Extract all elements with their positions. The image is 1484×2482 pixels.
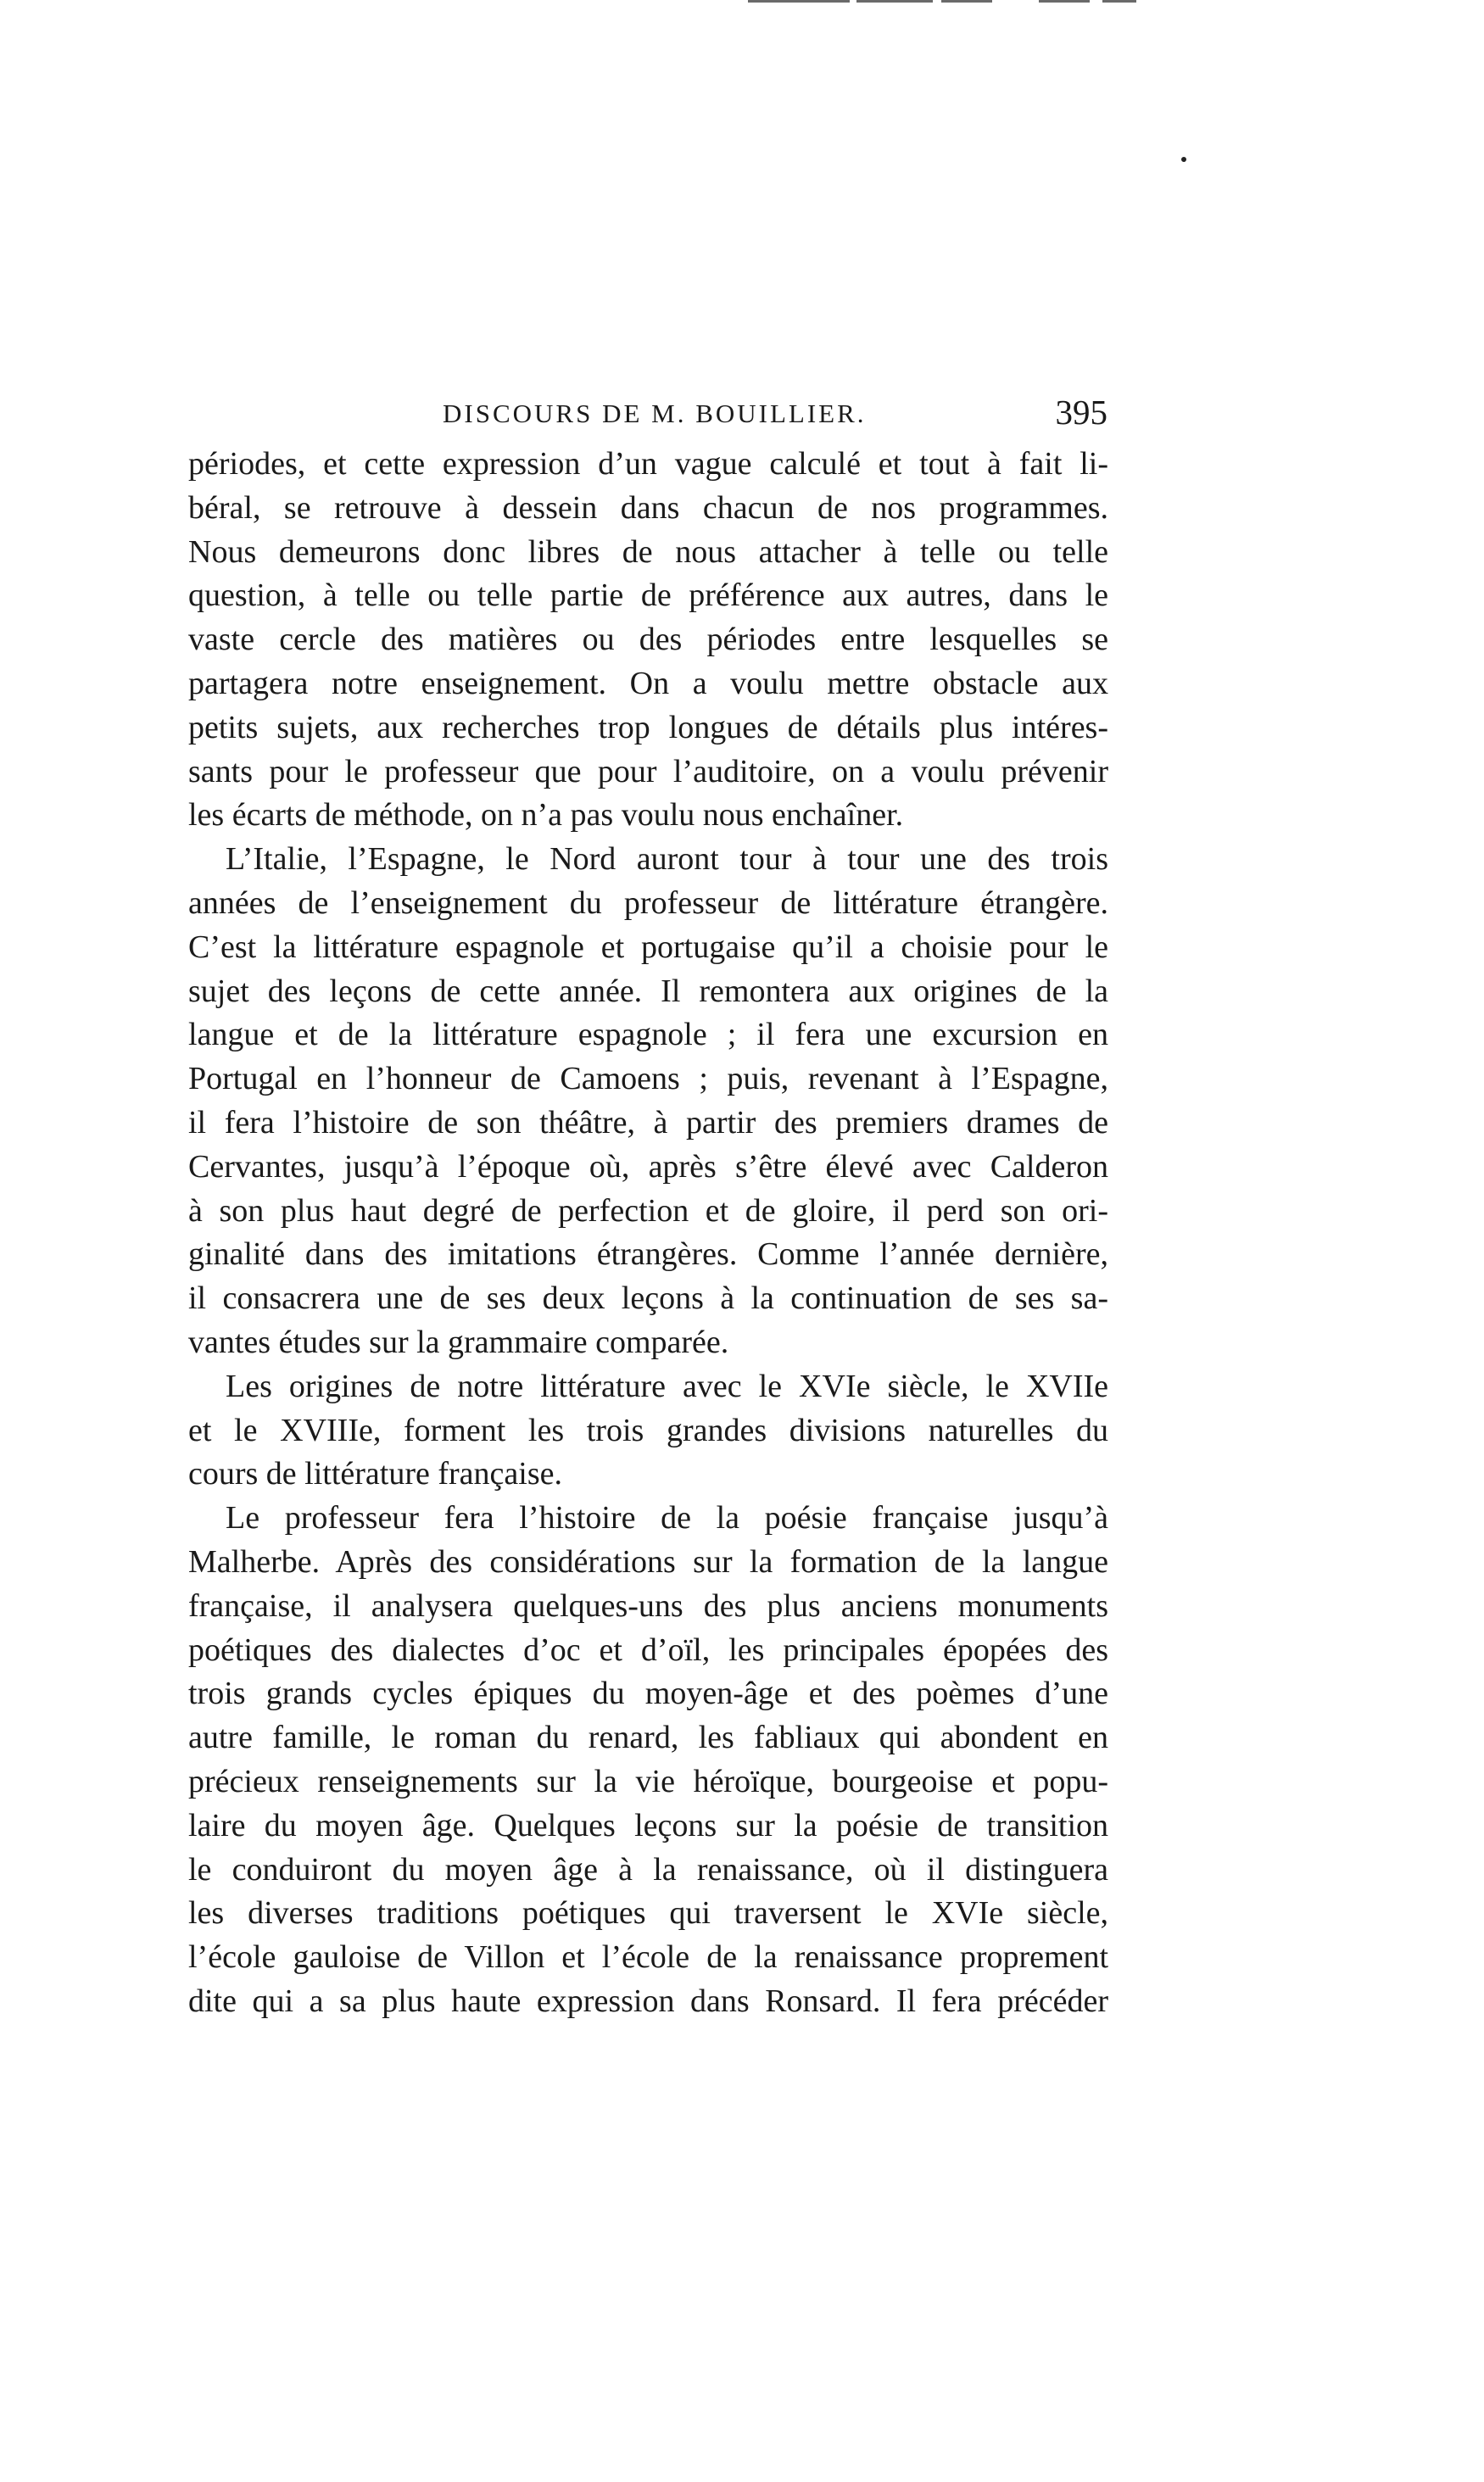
text-line: Cervantes, jusqu’à l’époque où, après s’être élevé avec Calderon xyxy=(188,1148,1108,1185)
text-line: vaste cercle des matières ou des périodes entre lesquelles se xyxy=(188,622,1108,658)
text-line: il consacrera une de ses deux leçons à la continuation de ses sa- xyxy=(188,1280,1108,1317)
text-line: béral, se retrouve à dessein dans chacun de nos programmes. xyxy=(188,489,1108,526)
text-line: les diverses traditions poétiques qui traversent le XVIe siècle, xyxy=(188,1895,1108,1932)
text-line: française, il analysera quelques-uns des plus anciens monuments xyxy=(188,1587,1108,1624)
text-line: question, à telle ou telle partie de préférence aux autres, dans le xyxy=(188,577,1108,614)
scan-edge-mark xyxy=(856,0,933,3)
text-line: dite qui a sa plus haute expression dans Ronsard. Il fera précéder xyxy=(188,1983,1108,2019)
text-line: sujet des leçons de cette année. Il remontera aux origines de la xyxy=(188,973,1108,1009)
running-head xyxy=(181,392,1107,443)
text-line: sants pour le professeur que pour l’auditoire, on a voulu prévenir xyxy=(188,753,1108,789)
page-number: 395 xyxy=(1055,393,1107,432)
text-line: années de l’enseignement du professeur de littérature étrangère. xyxy=(188,884,1108,921)
text-line: les écarts de méthode, on n’a pas voulu nous enchaîner. xyxy=(188,797,904,834)
text-line: laire du moyen âge. Quelques leçons sur la poésie de transition xyxy=(188,1807,1108,1843)
text-line: Malherbe. Après des considérations sur la formation de la langue xyxy=(188,1543,1108,1580)
text-line: périodes, et cette expression d’un vague calculé et tout à fait li- xyxy=(188,446,1108,482)
running-title: DISCOURS DE M. BOUILLIER. xyxy=(443,399,867,428)
scan-edge-mark xyxy=(1039,0,1090,3)
text-line: vantes études sur la grammaire comparée. xyxy=(188,1324,729,1360)
scan-edge-mark xyxy=(941,0,992,3)
text-line: il fera l’histoire de son théâtre, à partir des premiers drames de xyxy=(188,1104,1108,1141)
scan-edge-mark xyxy=(1102,0,1136,3)
text-line: Portugal en l’honneur de Camoens ; puis, revenant à l’Espagne, xyxy=(188,1061,1108,1097)
text-line: et le XVIIIe, forment les trois grandes divisions naturelles du xyxy=(188,1412,1108,1448)
text-line: partagera notre enseignement. On a voulu mettre obstacle aux xyxy=(188,665,1108,701)
ink-speck xyxy=(1181,157,1186,162)
text-line: Nous demeurons donc libres de nous attacher à telle ou telle xyxy=(188,533,1108,570)
text-line: trois grands cycles épiques du moyen-âge et des poèmes d’une xyxy=(188,1676,1108,1712)
text-line: L’Italie, l’Espagne, le Nord auront tour à tour une des trois xyxy=(226,841,1108,878)
text-line: précieux renseignements sur la vie héroïque, bourgeoise et popu- xyxy=(188,1763,1108,1799)
scan-edge-mark xyxy=(748,0,850,3)
text-line: le conduiront du moyen âge à la renaissance, où il distinguera xyxy=(188,1851,1108,1888)
text-line: Les origines de notre littérature avec le XVIe siècle, le XVIIe xyxy=(226,1368,1108,1404)
paragraph-3 xyxy=(188,1365,1108,1497)
text-line: langue et de la littérature espagnole ; il fera une excursion en xyxy=(188,1017,1108,1053)
text-line: à son plus haut degré de perfection et de gloire, il perd son ori- xyxy=(188,1192,1108,1229)
text-line: Le professeur fera l’histoire de la poésie française jusqu’à xyxy=(226,1500,1108,1537)
body-text xyxy=(188,443,1108,2024)
text-line: poétiques des dialectes d’oc et d’oïl, les principales épopées des xyxy=(188,1631,1108,1668)
text-line: cours de littérature française. xyxy=(188,1456,562,1492)
paragraph-4 xyxy=(188,1497,1108,2024)
paragraph-1 xyxy=(188,443,1108,838)
paragraph-2 xyxy=(188,838,1108,1365)
text-line: ginalité dans des imitations étrangères. Comme l’année dernière, xyxy=(188,1236,1108,1273)
text-line: autre famille, le roman du renard, les fabliaux qui abondent en xyxy=(188,1720,1108,1756)
text-line: petits sujets, aux recherches trop longues de détails plus intéres- xyxy=(188,709,1108,745)
text-line: l’école gauloise de Villon et l’école de la renaissance proprement xyxy=(188,1939,1108,1976)
text-line: C’est la littérature espagnole et portugaise qu’il a choisie pour le xyxy=(188,929,1108,965)
